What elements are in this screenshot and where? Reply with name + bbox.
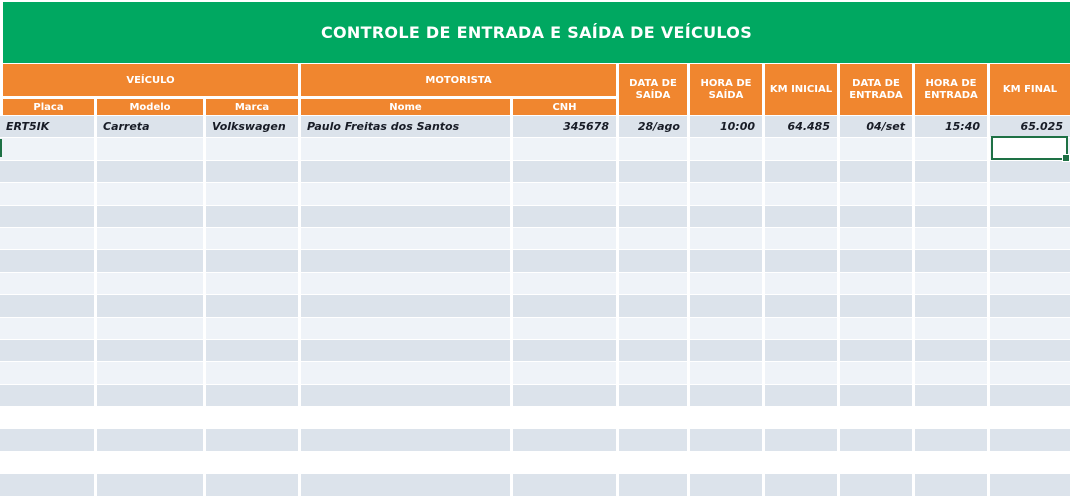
header-group-motorista: [301, 64, 619, 115]
column-header-nome[interactable]: [301, 99, 513, 115]
empty-cell[interactable]: [690, 206, 765, 228]
active-cell-outline[interactable]: [991, 136, 1068, 160]
header-row: [3, 64, 1070, 115]
data-row: [0, 116, 1070, 138]
column-label: HORA DE SAÍDA: [700, 77, 752, 101]
empty-cell[interactable]: [990, 318, 1070, 340]
empty-cell[interactable]: [765, 385, 840, 407]
empty-cell[interactable]: [840, 206, 915, 228]
empty-cell[interactable]: [301, 273, 513, 295]
cell-value: Carreta: [103, 120, 150, 134]
empty-cell[interactable]: [915, 273, 990, 295]
empty-cell[interactable]: [690, 295, 765, 317]
column-label: DATA DE ENTRADA: [849, 77, 903, 101]
empty-cell[interactable]: [513, 161, 619, 183]
column-label: DATA DE SAÍDA: [629, 77, 677, 101]
empty-cell[interactable]: [990, 161, 1070, 183]
empty-cell[interactable]: [915, 362, 990, 384]
column-label: HORA DE ENTRADA: [924, 77, 978, 101]
empty-cell[interactable]: [301, 452, 513, 474]
empty-cell[interactable]: [0, 228, 97, 250]
empty-cell[interactable]: [97, 452, 206, 474]
empty-grid-rows: [0, 138, 1070, 496]
empty-row: [0, 206, 1070, 228]
empty-cell[interactable]: [840, 250, 915, 272]
cell-data-entrada[interactable]: [840, 116, 915, 138]
empty-cell[interactable]: [840, 138, 915, 160]
empty-cell[interactable]: [765, 228, 840, 250]
empty-cell[interactable]: [619, 161, 690, 183]
empty-cell[interactable]: [0, 183, 97, 205]
empty-cell[interactable]: [97, 183, 206, 205]
cell-hora-entrada[interactable]: [915, 116, 990, 138]
empty-cell[interactable]: [690, 385, 765, 407]
empty-cell[interactable]: [915, 206, 990, 228]
cell-nome[interactable]: [301, 116, 513, 138]
empty-cell[interactable]: [97, 340, 206, 362]
empty-cell[interactable]: [990, 250, 1070, 272]
empty-cell[interactable]: [0, 340, 97, 362]
empty-cell[interactable]: [619, 206, 690, 228]
empty-cell[interactable]: [990, 474, 1070, 496]
empty-cell[interactable]: [690, 138, 765, 160]
page-title: CONTROLE DE ENTRADA E SAÍDA DE VEÍCULOS: [320, 23, 753, 42]
empty-cell[interactable]: [0, 407, 97, 429]
empty-cell[interactable]: [206, 295, 301, 317]
column-label: Nome: [389, 101, 422, 113]
empty-cell[interactable]: [206, 474, 301, 496]
empty-row: [0, 429, 1070, 451]
empty-cell[interactable]: [690, 362, 765, 384]
column-label: Marca: [234, 101, 270, 113]
empty-cell[interactable]: [513, 228, 619, 250]
column-header-km-final[interactable]: [990, 64, 1070, 115]
empty-cell[interactable]: [765, 183, 840, 205]
empty-cell[interactable]: [0, 161, 97, 183]
empty-cell[interactable]: [840, 452, 915, 474]
empty-row: [0, 452, 1070, 474]
empty-cell[interactable]: [990, 228, 1070, 250]
empty-cell[interactable]: [690, 429, 765, 451]
empty-cell[interactable]: [915, 407, 990, 429]
cell-value: 15:40: [944, 120, 980, 134]
column-header-hora-saida[interactable]: [690, 64, 765, 115]
empty-row: [0, 183, 1070, 205]
empty-cell[interactable]: [97, 206, 206, 228]
empty-cell[interactable]: [301, 228, 513, 250]
empty-cell[interactable]: [206, 161, 301, 183]
empty-cell[interactable]: [990, 340, 1070, 362]
empty-cell[interactable]: [915, 318, 990, 340]
motorista-subheaders: [301, 99, 619, 115]
empty-cell[interactable]: [513, 250, 619, 272]
empty-cell[interactable]: [97, 228, 206, 250]
empty-cell[interactable]: [206, 362, 301, 384]
column-label: KM INICIAL: [769, 83, 833, 95]
empty-cell[interactable]: [690, 228, 765, 250]
empty-cell[interactable]: [990, 206, 1070, 228]
veiculo-subheaders: [3, 99, 301, 115]
empty-row: [0, 273, 1070, 295]
empty-cell[interactable]: [765, 295, 840, 317]
cell-cnh[interactable]: [513, 116, 619, 138]
empty-cell[interactable]: [765, 452, 840, 474]
empty-cell[interactable]: [765, 273, 840, 295]
empty-cell[interactable]: [990, 407, 1070, 429]
empty-cell[interactable]: [206, 206, 301, 228]
empty-cell[interactable]: [301, 206, 513, 228]
empty-row: [0, 161, 1070, 183]
empty-cell[interactable]: [765, 206, 840, 228]
group-header-veiculo[interactable]: [3, 64, 301, 96]
empty-cell[interactable]: [0, 273, 97, 295]
empty-cell[interactable]: [619, 138, 690, 160]
column-header-data-saida[interactable]: [619, 64, 690, 115]
empty-cell[interactable]: [97, 385, 206, 407]
empty-cell[interactable]: [765, 340, 840, 362]
empty-cell[interactable]: [619, 295, 690, 317]
empty-row: [0, 228, 1070, 250]
title-banner[interactable]: [3, 2, 1070, 63]
empty-cell[interactable]: [0, 362, 97, 384]
empty-cell[interactable]: [0, 429, 97, 451]
empty-cell[interactable]: [690, 250, 765, 272]
empty-cell[interactable]: [513, 474, 619, 496]
cell-data-saida[interactable]: [619, 116, 690, 138]
cell-placa[interactable]: [0, 116, 97, 138]
empty-cell[interactable]: [513, 183, 619, 205]
empty-cell[interactable]: [690, 183, 765, 205]
empty-cell[interactable]: [97, 273, 206, 295]
empty-cell[interactable]: [690, 474, 765, 496]
empty-cell[interactable]: [513, 273, 619, 295]
cell-value: 345678: [563, 120, 609, 134]
empty-cell[interactable]: [206, 228, 301, 250]
empty-row: [0, 362, 1070, 384]
empty-cell[interactable]: [619, 407, 690, 429]
empty-cell[interactable]: [513, 138, 619, 160]
cell-value: 65.025: [1020, 120, 1063, 134]
empty-cell[interactable]: [765, 362, 840, 384]
empty-cell[interactable]: [990, 429, 1070, 451]
empty-cell[interactable]: [0, 474, 97, 496]
empty-cell[interactable]: [990, 362, 1070, 384]
cell-marca[interactable]: [206, 116, 301, 138]
empty-cell[interactable]: [915, 452, 990, 474]
empty-cell[interactable]: [0, 318, 97, 340]
cell-value: ERT5IK: [6, 120, 50, 134]
empty-cell[interactable]: [301, 161, 513, 183]
empty-cell[interactable]: [840, 362, 915, 384]
empty-cell[interactable]: [765, 429, 840, 451]
empty-cell[interactable]: [690, 318, 765, 340]
empty-cell[interactable]: [840, 228, 915, 250]
column-header-placa[interactable]: [3, 99, 97, 115]
empty-cell[interactable]: [765, 250, 840, 272]
empty-cell[interactable]: [840, 273, 915, 295]
empty-cell[interactable]: [206, 340, 301, 362]
empty-cell[interactable]: [840, 407, 915, 429]
empty-cell[interactable]: [619, 362, 690, 384]
empty-cell[interactable]: [0, 385, 97, 407]
column-label: KM FINAL: [1002, 83, 1058, 95]
empty-cell[interactable]: [619, 429, 690, 451]
empty-row: [0, 318, 1070, 340]
group-header-motorista[interactable]: [301, 64, 619, 96]
empty-cell[interactable]: [619, 183, 690, 205]
empty-cell[interactable]: [97, 295, 206, 317]
empty-cell[interactable]: [840, 474, 915, 496]
empty-cell[interactable]: [206, 273, 301, 295]
cell-value: Volkswagen: [212, 120, 286, 134]
empty-cell[interactable]: [915, 429, 990, 451]
empty-cell[interactable]: [513, 362, 619, 384]
empty-cell[interactable]: [915, 161, 990, 183]
empty-cell[interactable]: [915, 228, 990, 250]
sheet-body: [0, 116, 1070, 497]
empty-cell[interactable]: [840, 429, 915, 451]
empty-cell[interactable]: [206, 407, 301, 429]
empty-cell[interactable]: [97, 161, 206, 183]
empty-cell[interactable]: [840, 295, 915, 317]
empty-cell[interactable]: [206, 318, 301, 340]
empty-cell[interactable]: [690, 161, 765, 183]
empty-cell[interactable]: [840, 385, 915, 407]
empty-cell[interactable]: [97, 250, 206, 272]
empty-cell[interactable]: [619, 273, 690, 295]
empty-cell[interactable]: [840, 340, 915, 362]
empty-cell[interactable]: [990, 183, 1070, 205]
empty-cell[interactable]: [97, 362, 206, 384]
empty-cell[interactable]: [915, 250, 990, 272]
empty-cell[interactable]: [619, 228, 690, 250]
empty-row: [0, 385, 1070, 407]
column-header-hora-entrada[interactable]: [915, 64, 990, 115]
cell-value: Paulo Freitas dos Santos: [307, 120, 460, 134]
column-label: Placa: [33, 101, 64, 113]
empty-cell[interactable]: [619, 474, 690, 496]
column-header-data-entrada[interactable]: [840, 64, 915, 115]
column-label: CNH: [552, 101, 577, 113]
empty-cell[interactable]: [0, 295, 97, 317]
empty-cell[interactable]: [301, 407, 513, 429]
cell-value: 04/set: [866, 120, 905, 134]
empty-cell[interactable]: [97, 318, 206, 340]
column-label: Modelo: [129, 101, 171, 113]
empty-cell[interactable]: [97, 429, 206, 451]
group-label: VEÍCULO: [126, 74, 175, 86]
empty-cell[interactable]: [765, 161, 840, 183]
empty-cell[interactable]: [690, 340, 765, 362]
empty-cell[interactable]: [206, 429, 301, 451]
empty-cell[interactable]: [765, 407, 840, 429]
cell-hora-saida[interactable]: [690, 116, 765, 138]
empty-cell[interactable]: [206, 183, 301, 205]
empty-cell[interactable]: [301, 250, 513, 272]
empty-cell[interactable]: [301, 429, 513, 451]
group-label: MOTORISTA: [425, 74, 492, 86]
empty-cell[interactable]: [990, 273, 1070, 295]
empty-cell[interactable]: [619, 452, 690, 474]
empty-cell[interactable]: [840, 161, 915, 183]
empty-cell[interactable]: [301, 474, 513, 496]
empty-cell[interactable]: [0, 452, 97, 474]
empty-cell[interactable]: [513, 340, 619, 362]
empty-cell[interactable]: [619, 318, 690, 340]
column-header-cnh[interactable]: [513, 99, 619, 115]
header-group-veiculo: [3, 64, 301, 115]
empty-cell[interactable]: [990, 295, 1070, 317]
empty-cell[interactable]: [915, 295, 990, 317]
empty-cell[interactable]: [301, 295, 513, 317]
cell-modelo[interactable]: [97, 116, 206, 138]
empty-row: [0, 295, 1070, 317]
empty-cell[interactable]: [915, 385, 990, 407]
empty-row: [0, 250, 1070, 272]
empty-row: [0, 138, 1070, 160]
empty-cell[interactable]: [915, 183, 990, 205]
empty-cell[interactable]: [690, 452, 765, 474]
empty-cell[interactable]: [513, 429, 619, 451]
empty-cell[interactable]: [0, 250, 97, 272]
empty-cell[interactable]: [619, 250, 690, 272]
column-header-marca[interactable]: [206, 99, 301, 115]
empty-row: [0, 407, 1070, 429]
empty-cell[interactable]: [0, 206, 97, 228]
empty-cell[interactable]: [513, 318, 619, 340]
empty-cell[interactable]: [301, 362, 513, 384]
empty-cell[interactable]: [206, 385, 301, 407]
empty-cell[interactable]: [301, 318, 513, 340]
cell-value: 28/ago: [637, 120, 680, 134]
empty-cell[interactable]: [513, 452, 619, 474]
empty-cell[interactable]: [765, 474, 840, 496]
empty-cell[interactable]: [990, 452, 1070, 474]
empty-cell[interactable]: [206, 452, 301, 474]
empty-cell[interactable]: [206, 250, 301, 272]
empty-cell[interactable]: [97, 474, 206, 496]
cell-value: 10:00: [719, 120, 755, 134]
empty-cell[interactable]: [97, 407, 206, 429]
column-header-km-inicial[interactable]: [765, 64, 840, 115]
empty-cell[interactable]: [513, 407, 619, 429]
empty-cell[interactable]: [690, 273, 765, 295]
empty-cell[interactable]: [513, 295, 619, 317]
cell-value: 64.485: [787, 120, 830, 134]
empty-cell[interactable]: [765, 138, 840, 160]
fill-handle[interactable]: [1062, 154, 1070, 162]
empty-cell[interactable]: [513, 206, 619, 228]
empty-cell[interactable]: [513, 385, 619, 407]
empty-cell[interactable]: [619, 385, 690, 407]
empty-cell[interactable]: [206, 138, 301, 160]
empty-cell[interactable]: [619, 340, 690, 362]
empty-cell[interactable]: [301, 340, 513, 362]
row-selection-mark: [0, 139, 2, 157]
empty-cell[interactable]: [840, 318, 915, 340]
empty-cell[interactable]: [690, 407, 765, 429]
column-header-modelo[interactable]: [97, 99, 206, 115]
empty-cell[interactable]: [97, 138, 206, 160]
empty-row: [0, 340, 1070, 362]
empty-cell[interactable]: [301, 183, 513, 205]
empty-cell[interactable]: [915, 138, 990, 160]
empty-cell[interactable]: [0, 138, 97, 160]
empty-cell[interactable]: [301, 385, 513, 407]
empty-row: [0, 474, 1070, 496]
empty-cell[interactable]: [915, 340, 990, 362]
empty-cell[interactable]: [915, 474, 990, 496]
empty-cell[interactable]: [765, 318, 840, 340]
empty-cell[interactable]: [301, 138, 513, 160]
empty-cell[interactable]: [990, 385, 1070, 407]
empty-cell[interactable]: [840, 183, 915, 205]
cell-km-inicial[interactable]: [765, 116, 840, 138]
